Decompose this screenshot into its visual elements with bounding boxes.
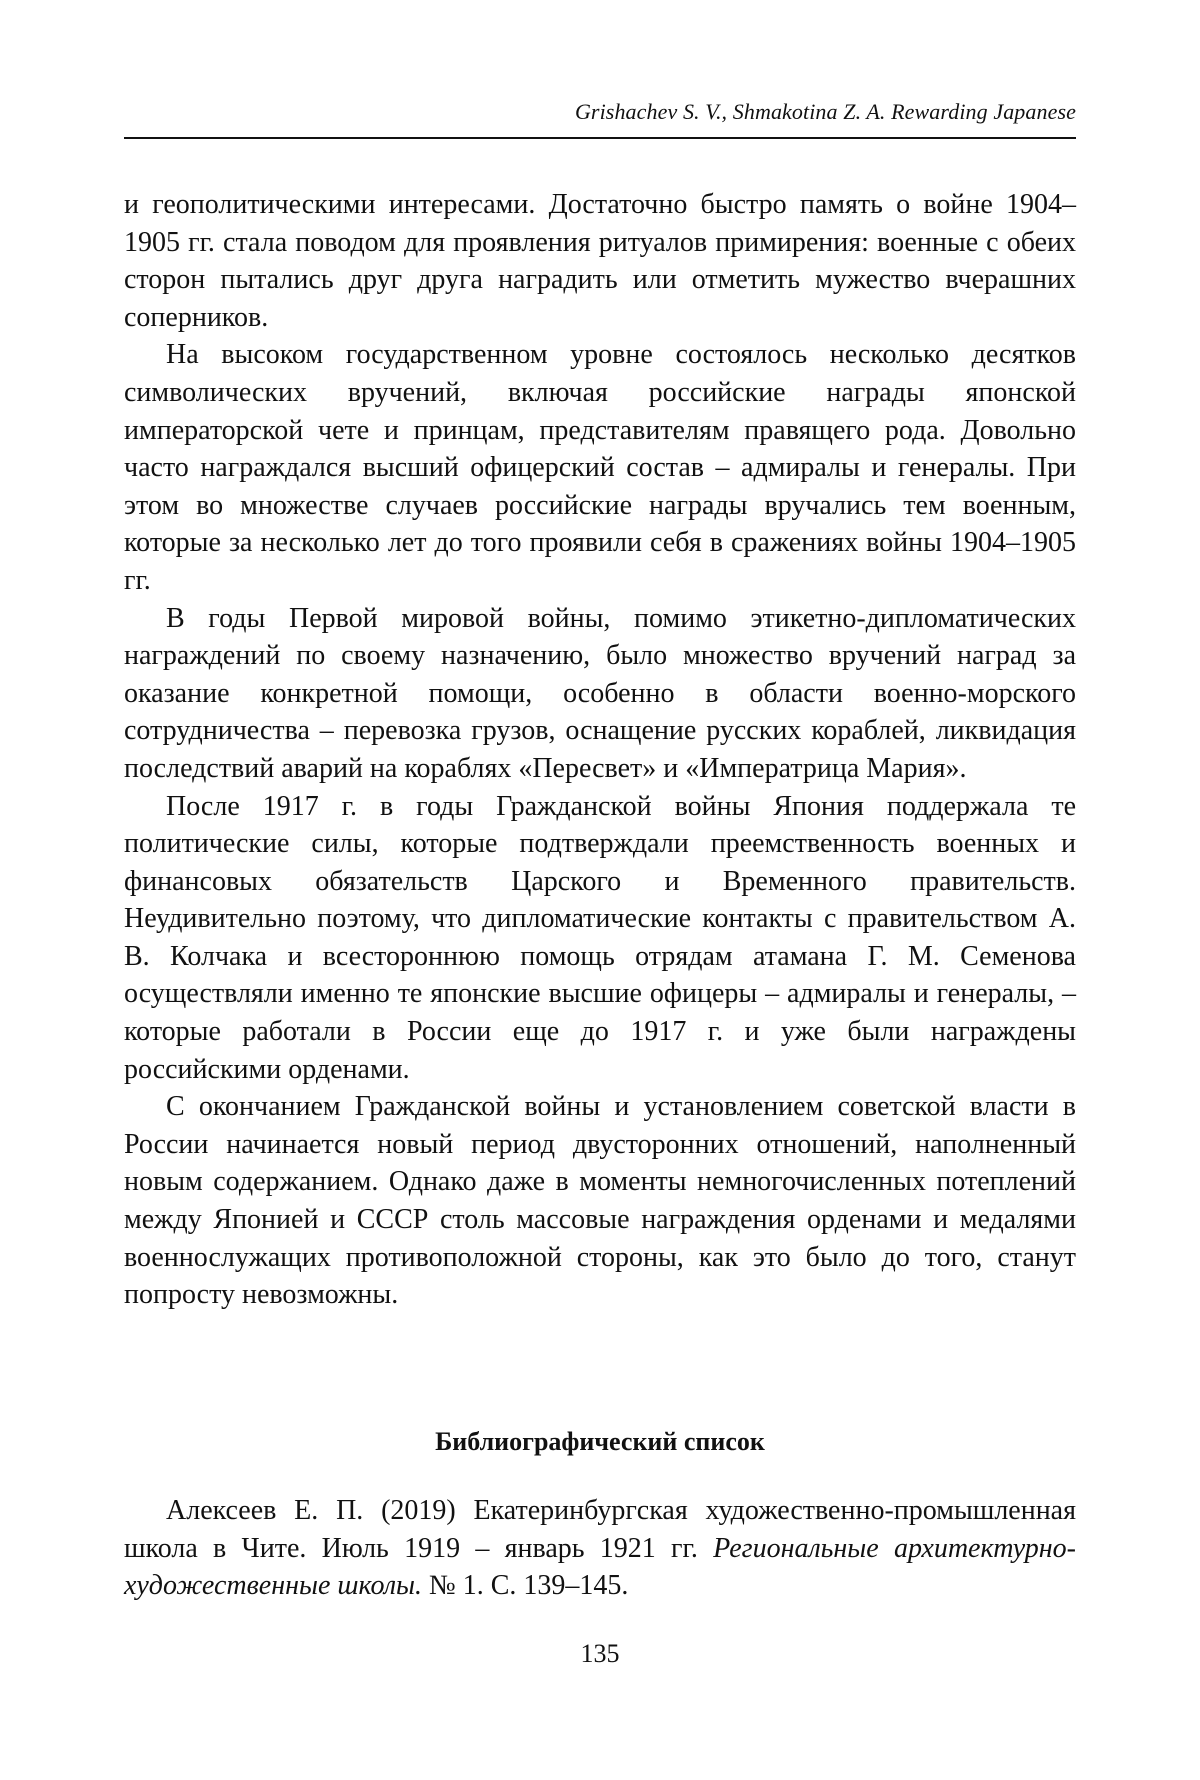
body-paragraph: В годы Первой мировой войны, помимо этикетно-дипломатических награждений по своему назначению, было множество вручений наград за оказание конкретной помощи, особенно в области военно-морского сотрудничества – перевозка грузов, оснащение русских кораблей, ликвидация последствий аварий на кораблях «Пересвет» и «Императрица Мария». xyxy=(124,602,1076,784)
running-head-title: Grishachev S. V., Shmakotina Z. A. Rewarding Japanese xyxy=(574,99,1076,124)
bibliography-heading: Библиографический список xyxy=(435,1427,765,1456)
bibliography-entry xyxy=(124,1492,1076,1605)
bibliography-entry-main: Алексеев Е. П. (2019) Екатеринбургская художественно-промышленная школа в Чите. Июль 1919 – январь 1921 гг. xyxy=(124,1495,1076,1564)
bibliography-entry-journal: Региональные архитектурно-художественные школы. xyxy=(124,1532,1076,1602)
header-rule xyxy=(124,137,1076,139)
body-paragraph: После 1917 г. в годы Гражданской войны Япония поддержала те политические силы, которые подтверждали преемственность военных и финансовых обязательств Царского и Временного правительств. Неудивительно поэтому, что дипломатические контакты с правительством А. В. Колчака и всестороннюю помощь отрядам атамана Г. М. Семенова осуществляли именно те японские высшие офицеры – адмиралы и генералы, – которые работали в России еще до 1917 г. и уже были награждены российскими орденами. xyxy=(124,790,1076,1085)
body-paragraph: и геополитическими интересами. Достаточно быстро память о войне 1904–1905 гг. стала поводом для проявления ритуалов примирения: военные с обеих сторон пытались друг друга наградить или отметить мужество вчерашних соперников. xyxy=(124,189,1076,333)
body-paragraph: На высоком государственном уровне состоялось несколько десятков символических вручений, включая российские награды японской императорской чете и принцам, представителям правящего рода. Довольно часто награждался высший офицерский состав – адмиралы и генералы. При этом во множестве случаев российские награды вручались тем военным, которые за несколько лет до того проявили себя в сражениях войны 1904–1905 гг. xyxy=(124,339,1076,596)
body-paragraph: С окончанием Гражданской войны и установлением советской власти в России начинается новый период двусторонних отношений, наполненный новым содержанием. Однако даже в моменты немногочисленных потеплений между Японией и СССР столь массовые награждения орденами и медалями военнослужащих противоположной стороны, как это было до того, станут попросту невозможны. xyxy=(124,1091,1076,1311)
bibliography-entry-tail: № 1. С. 139–145. xyxy=(422,1570,629,1602)
bibliography-list xyxy=(124,1492,1076,1605)
page-number: 135 xyxy=(580,1639,620,1668)
article-body xyxy=(124,186,1076,1314)
